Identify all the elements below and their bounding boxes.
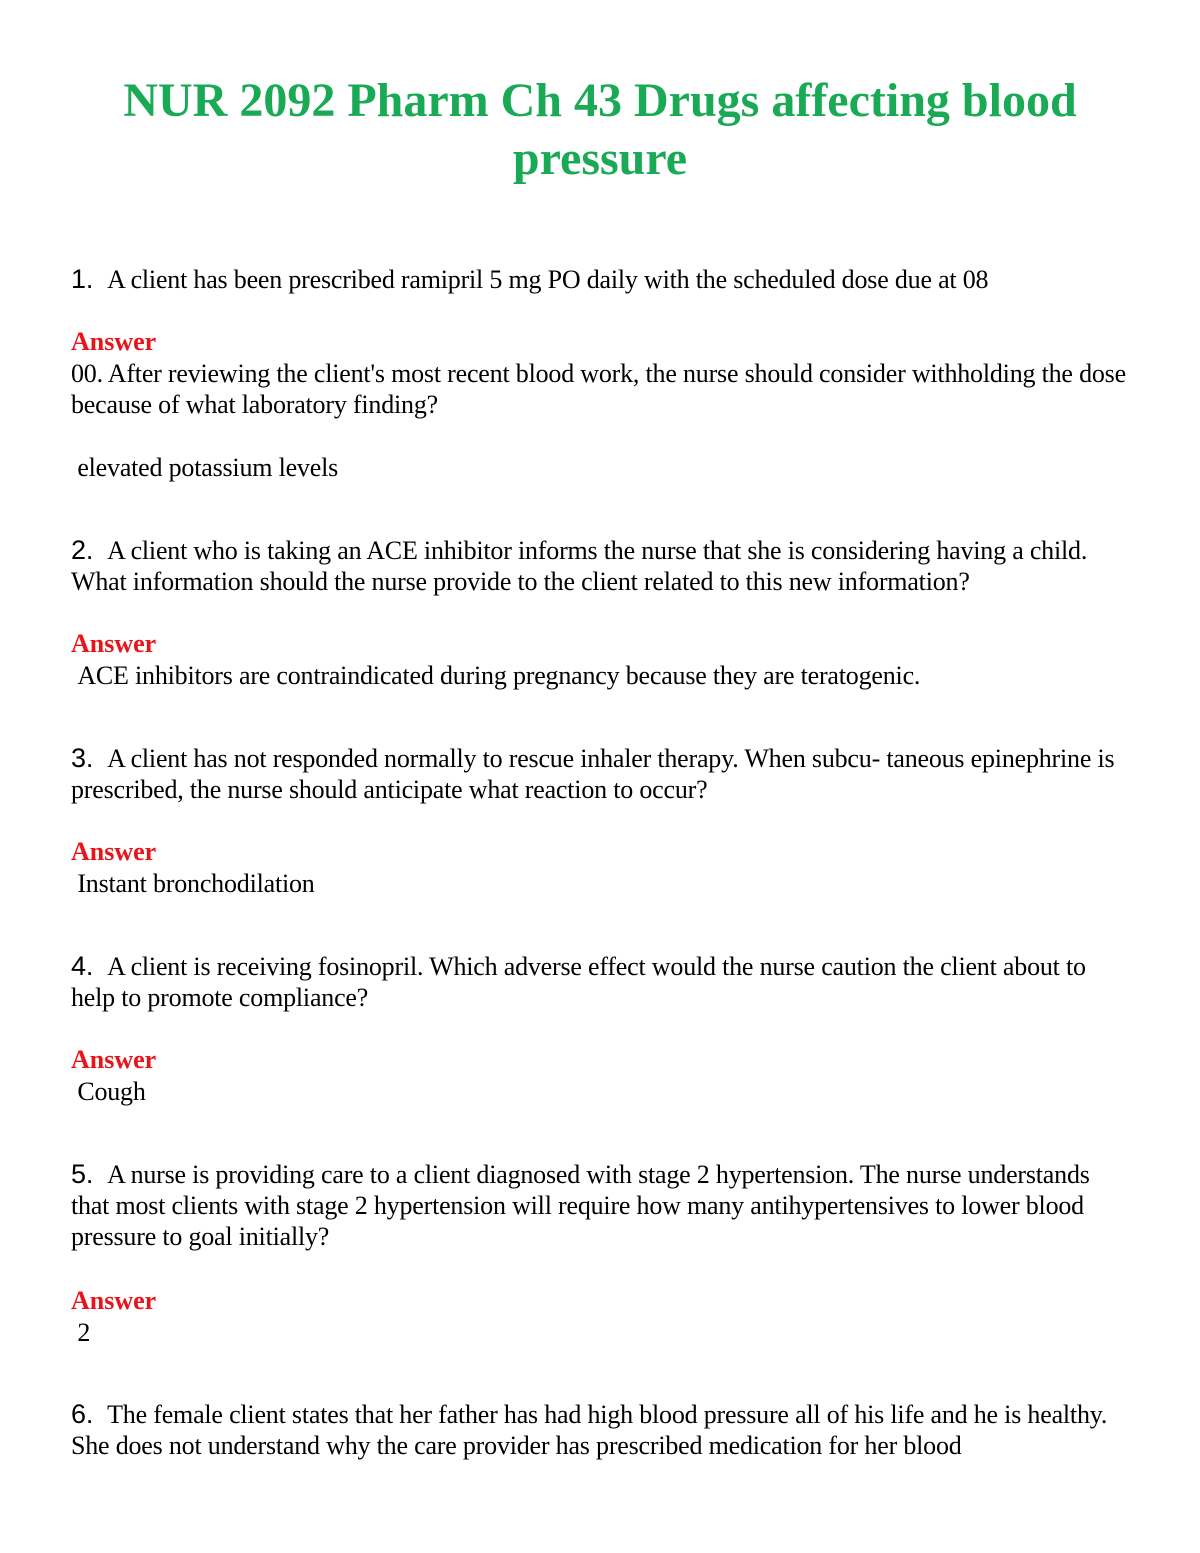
question-4: [71, 951, 1131, 1013]
question-3: [71, 743, 1131, 805]
answer-text: Instant bronchodilation: [71, 869, 315, 898]
answer-label: Answer: [71, 629, 157, 658]
question-text: A nurse is providing care to a client diagnosed with stage 2 hypertension. The nurse understands that most clients with stage 2 hypertension will require how many antihypertensives to lower blood pressure to goal initially?: [71, 1160, 1090, 1251]
question-5: [71, 1159, 1131, 1252]
question-text: A client is receiving fosinopril. Which adverse effect would the nurse caution the client about to help to promote compliance?: [71, 952, 1086, 1012]
answer-label: Answer: [71, 1286, 157, 1315]
question-text: A client has been prescribed ramipril 5 mg PO daily with the scheduled dose due at 08: [107, 265, 989, 294]
question-number: 1.: [71, 264, 94, 294]
question-text: The female client states that her father has had high blood pressure all of his life and he is healthy. She does not understand why the care provider has prescribed medication for her blood: [71, 1400, 1108, 1460]
question-number: 6.: [71, 1399, 94, 1429]
question-1: [71, 264, 1131, 295]
question-number: 3.: [71, 743, 94, 773]
answer-label: Answer: [71, 327, 157, 356]
question-6: [71, 1399, 1131, 1461]
answer-text: 2: [71, 1318, 91, 1347]
answer-text: 00. After reviewing the client's most recent blood work, the nurse should consider withholding the dose because of what laboratory finding?: [71, 359, 1133, 419]
question-text: A client has not responded normally to rescue inhaler therapy. When subcu- taneous epinephrine is prescribed, the nurse should anticipate what reaction to occur?: [71, 744, 1115, 804]
answer-text: Cough: [71, 1077, 146, 1106]
question-text: A client who is taking an ACE inhibitor informs the nurse that she is considering having a child. What information should the nurse provide to the client related to this new information?: [71, 536, 1088, 596]
answer-label: Answer: [71, 837, 157, 866]
question-number: 5.: [71, 1159, 94, 1189]
question-number: 2.: [71, 535, 94, 565]
answer-text: ACE inhibitors are contraindicated during pregnancy because they are teratogenic.: [71, 661, 921, 690]
question-2: [71, 535, 1131, 597]
answer-label: Answer: [71, 1045, 157, 1074]
answer-text: elevated potassium levels: [71, 453, 339, 482]
document-title: NUR 2092 Pharm Ch 43 Drugs affecting blood pressure: [123, 74, 1077, 185]
question-number: 4.: [71, 951, 94, 981]
